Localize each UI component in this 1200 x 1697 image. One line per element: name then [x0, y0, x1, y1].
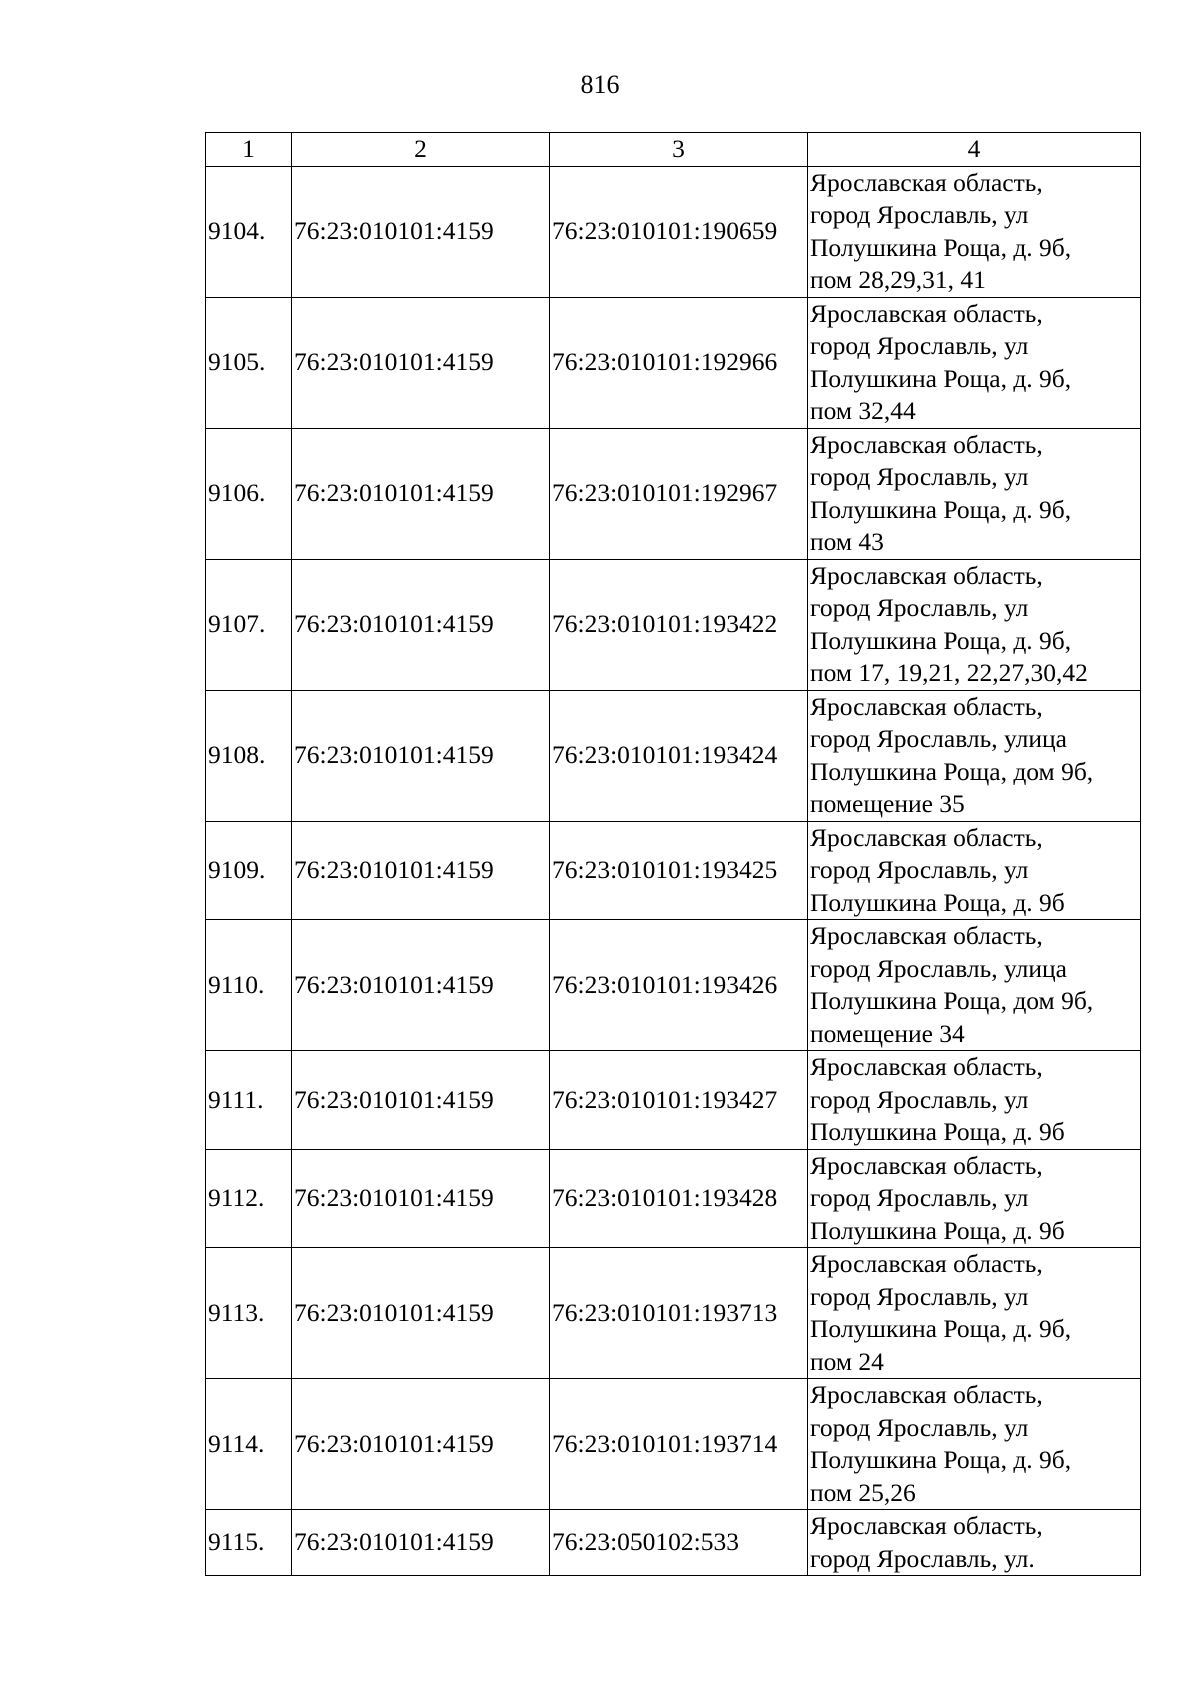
address-line: пом 25,26 [810, 1477, 916, 1507]
row-number-cell: 9112. [206, 1149, 292, 1248]
address-line: Полушкина Роща, д. 9б, [810, 1445, 1072, 1474]
parcel-number-cell: 76:23:010101:4159 [292, 428, 550, 559]
header-cell-1: 1 [206, 133, 292, 167]
row-number-cell: 9106. [206, 428, 292, 559]
parcel-number-cell: 76:23:010101:4159 [292, 821, 550, 920]
address-line: Полушкина Роща, дом 9б, [810, 986, 1094, 1015]
row-number-cell: 9110. [206, 920, 292, 1051]
table-row [206, 1051, 1141, 1150]
address-line: пом 17, 19,21, 22,27,30,42 [810, 658, 1088, 687]
address-cell [808, 1248, 1141, 1379]
row-number-cell: 9105. [206, 297, 292, 428]
object-number-cell: 76:23:010101:192967 [550, 428, 808, 559]
address-line: пом 32,44 [810, 396, 916, 425]
registry-table [205, 132, 1141, 1576]
address-cell [808, 690, 1141, 821]
address-cell [808, 1510, 1141, 1576]
table-row [206, 1248, 1141, 1379]
table-row [206, 1379, 1141, 1510]
table-row [206, 1510, 1141, 1576]
row-number-cell: 9108. [206, 690, 292, 821]
object-number-cell: 76:23:010101:193428 [550, 1149, 808, 1248]
address-line: Полушкина Роща, дом 9б, [810, 756, 1094, 786]
address-line: Ярославская область, [810, 560, 1043, 590]
table-row [206, 428, 1141, 559]
address-line: город Ярославль, улица [810, 953, 1067, 983]
address-line: город Ярославль, ул [810, 462, 1029, 491]
address-line: город Ярославль, ул. [810, 1543, 1035, 1573]
header-cell-3: 3 [550, 133, 808, 167]
object-number-cell: 76:23:010101:193424 [550, 690, 808, 821]
row-number-cell: 9104. [206, 166, 292, 297]
row-number-cell: 9114. [206, 1379, 292, 1510]
address-line: город Ярославль, ул [810, 1412, 1029, 1442]
address-line: Ярославская область, [810, 298, 1043, 328]
address-line: помещение 34 [810, 1018, 965, 1048]
header-cell-4: 4 [808, 133, 1141, 167]
address-line: город Ярославль, улица [810, 724, 1067, 753]
address-line: Полушкина Роща, д. 9б [810, 1215, 1065, 1245]
table-row [206, 690, 1141, 821]
address-cell [808, 559, 1141, 690]
address-line: Ярославская область, [810, 822, 1043, 852]
address-line: Ярославская область, [810, 1052, 1043, 1081]
row-number-cell: 9111. [206, 1051, 292, 1150]
address-line: Ярославская область, [810, 1249, 1043, 1278]
row-number-cell: 9115. [206, 1510, 292, 1576]
address-line: пом 24 [810, 1346, 884, 1376]
address-line: Ярославская область, [810, 167, 1043, 197]
parcel-number-cell: 76:23:010101:4159 [292, 559, 550, 690]
address-line: город Ярославль, ул [810, 593, 1029, 622]
parcel-number-cell: 76:23:010101:4159 [292, 1149, 550, 1248]
address-line: Полушкина Роща, д. 9б, [810, 363, 1072, 393]
address-line: Полушкина Роща, д. 9б, [810, 494, 1072, 524]
address-cell [808, 1051, 1141, 1150]
row-number-cell: 9109. [206, 821, 292, 920]
header-row [206, 133, 1141, 167]
address-line: город Ярославль, ул [810, 1281, 1029, 1311]
address-line: Полушкина Роща, д. 9б [810, 1117, 1065, 1146]
address-line: Ярославская область, [810, 1511, 1043, 1540]
address-cell [808, 920, 1141, 1051]
object-number-cell: 76:23:010101:193427 [550, 1051, 808, 1150]
address-cell [808, 1149, 1141, 1248]
parcel-number-cell: 76:23:010101:4159 [292, 1248, 550, 1379]
page-number: 816 [580, 70, 620, 99]
object-number-cell: 76:23:010101:193422 [550, 559, 808, 690]
address-cell [808, 297, 1141, 428]
parcel-number-cell: 76:23:010101:4159 [292, 690, 550, 821]
address-line: Ярославская область, [810, 429, 1043, 459]
table-row [206, 821, 1141, 920]
parcel-number-cell: 76:23:010101:4159 [292, 920, 550, 1051]
row-number-cell: 9113. [206, 1248, 292, 1379]
table-row [206, 166, 1141, 297]
parcel-number-cell: 76:23:010101:4159 [292, 1510, 550, 1576]
header-cell-2: 2 [292, 133, 550, 167]
address-line: Полушкина Роща, д. 9б [810, 887, 1065, 917]
parcel-number-cell: 76:23:010101:4159 [292, 1379, 550, 1510]
address-line: город Ярославль, ул [810, 331, 1029, 360]
parcel-number-cell: 76:23:010101:4159 [292, 1051, 550, 1150]
table-body [206, 166, 1141, 1576]
parcel-number-cell: 76:23:010101:4159 [292, 166, 550, 297]
parcel-number-cell: 76:23:010101:4159 [292, 297, 550, 428]
object-number-cell: 76:23:010101:193714 [550, 1379, 808, 1510]
address-line: пом 28,29,31, 41 [810, 265, 986, 294]
table-row [206, 297, 1141, 428]
address-cell [808, 821, 1141, 920]
address-cell [808, 428, 1141, 559]
address-line: Ярославская область, [810, 691, 1043, 721]
object-number-cell: 76:23:010101:193425 [550, 821, 808, 920]
object-number-cell: 76:23:010101:190659 [550, 166, 808, 297]
address-cell [808, 166, 1141, 297]
address-cell [808, 1379, 1141, 1510]
object-number-cell: 76:23:010101:193713 [550, 1248, 808, 1379]
address-line: Полушкина Роща, д. 9б, [810, 1314, 1072, 1343]
address-line: Ярославская область, [810, 1380, 1043, 1409]
row-number-cell: 9107. [206, 559, 292, 690]
object-number-cell: 76:23:050102:533 [550, 1510, 808, 1576]
table-row [206, 920, 1141, 1051]
address-line: город Ярославль, ул [810, 1183, 1029, 1212]
table-row [206, 559, 1141, 690]
table-header [206, 133, 1141, 167]
address-line: Полушкина Роща, д. 9б, [810, 625, 1072, 655]
address-line: помещение 35 [810, 789, 965, 818]
table-row [206, 1149, 1141, 1248]
object-number-cell: 76:23:010101:192966 [550, 297, 808, 428]
address-line: Ярославская область, [810, 1150, 1043, 1180]
object-number-cell: 76:23:010101:193426 [550, 920, 808, 1051]
address-line: город Ярославль, ул [810, 855, 1029, 884]
address-line: город Ярославль, ул [810, 200, 1029, 229]
address-line: пом 43 [810, 527, 884, 556]
address-line: Полушкина Роща, д. 9б, [810, 232, 1072, 262]
address-line: Ярославская область, [810, 921, 1043, 950]
address-line: город Ярославль, ул [810, 1084, 1029, 1114]
